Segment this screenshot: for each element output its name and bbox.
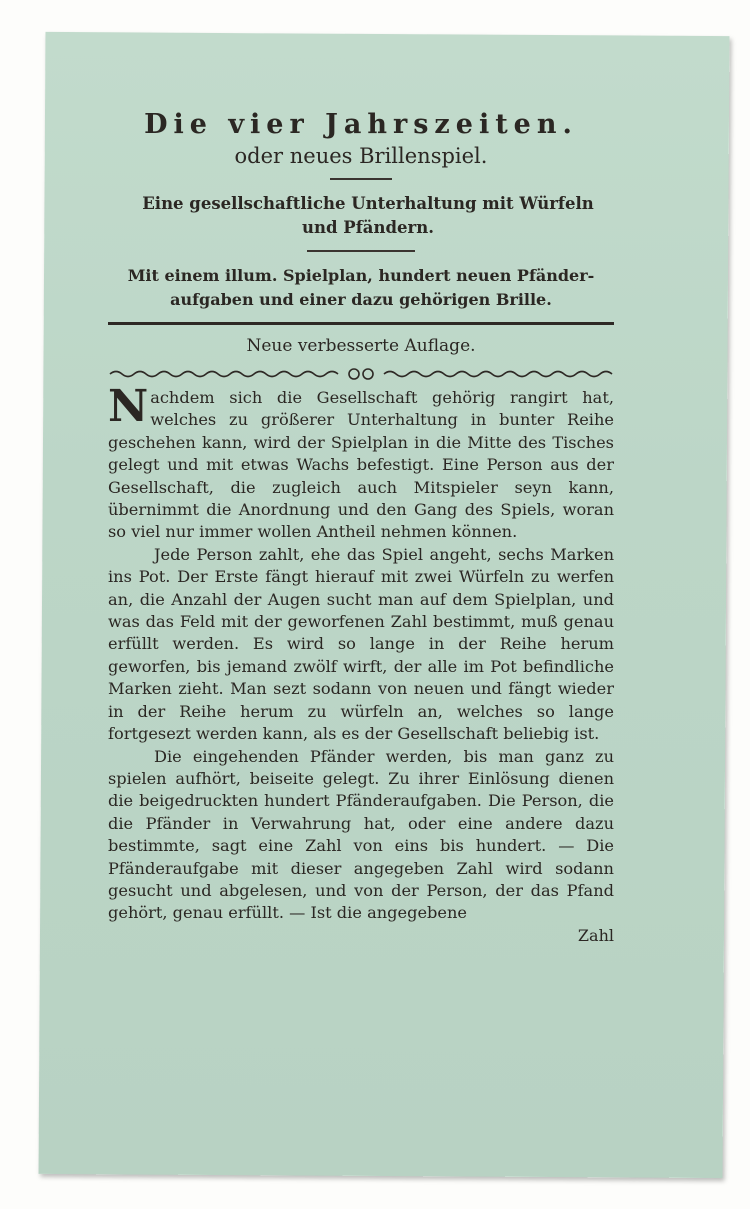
description: Eine gesellschaftliche Unterhaltung mit Würfeln und Pfändern.	[142, 194, 594, 237]
ornamental-rule-icon	[108, 367, 614, 381]
paragraph-2: Jede Person zahlt, ehe das Spiel angeht, sechs Marken ins Pot. Der Erste fängt hierauf mit zwei Würfeln zu werfen an, die Anzahl der Augen sucht man auf dem Spielplan, und was das Feld mit der geworfenen Zahl bestimmt, muß genau erfüllt werden. Es wird so lange in der Reihe herum geworfen, bis jemand zwölf wirft, der alle im Pot befindliche Marken zieht. Man sezt sodann von neuen und fängt wieder in der Reihe herum zu würfeln an, welches so lange fortgesezt werden kann, als es der Gesellschaft beliebig ist.	[108, 544, 614, 744]
document-page	[108, 100, 614, 947]
edition-note: Neue verbesserte Auflage.	[246, 336, 476, 356]
catchword: Zahl	[577, 925, 614, 945]
paragraph-1-text: achdem sich die Gesellschaft gehörig rangirt hat, welches zu größerer Unterhaltung in bunter Reihe geschehen kann, wird der Spielplan in die Mitte des Tisches gelegt und mit etwas Wachs befestigt. Eine Person aus der Gesellschaft, die zugleich auch Mitspieler seyn kann, übernimmt die Anordnung und den Gang des Spiels, woran so viel nur immer wollen Antheil nehmen können.	[108, 388, 614, 542]
page-subtitle: oder neues Brillenspiel.	[234, 144, 488, 168]
paragraph-3: Die eingehenden Pfänder werden, bis man ganz zu spielen aufhört, beiseite gelegt. Zu ihrer Einlösung dienen die beigedruckten hundert Pfänderaufgaben. Die Person, die die Pfänder in Verwahrung hat, oder eine andere dazu bestimmte, sagt eine Zahl von eins bis hundert. — Die Pfänderaufgabe mit dieser angegeben Zahl wird sodann gesucht und abgelesen, und von der Person, der das Pfand gehört, genau erfüllt. — Ist die angegebene	[108, 746, 614, 923]
contents-note: Mit einem illum. Spielplan, hundert neuen Pfänder-aufgaben und einer dazu gehörigen Brille.	[127, 266, 595, 309]
paragraph-1	[108, 381, 614, 544]
divider-mid	[307, 250, 415, 252]
divider-thick	[108, 322, 614, 325]
drop-cap: N	[108, 381, 149, 432]
page-title: Die vier Jahrszeiten.	[144, 109, 578, 140]
body-text	[108, 381, 614, 925]
divider-short	[330, 178, 392, 180]
